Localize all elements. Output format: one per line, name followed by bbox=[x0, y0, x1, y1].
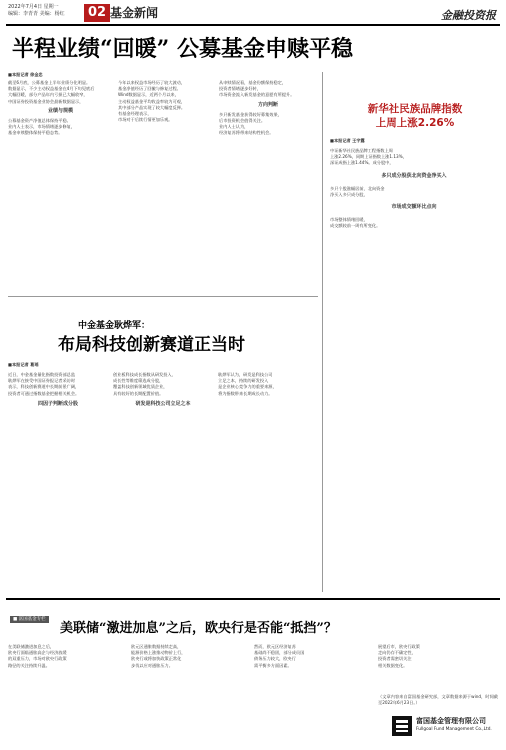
text-line: 投资者可通过指数基金把握相关机会。 bbox=[8, 390, 80, 396]
subhead-direction: 方向判断 bbox=[257, 101, 278, 108]
text-line: 投资者需密切关注 bbox=[378, 656, 412, 662]
text-line: 主动权益基金平均收益率较为可观， bbox=[118, 98, 186, 104]
text-line: 后市投资机会值得关注。 bbox=[219, 117, 266, 123]
text-line: 立足之本，持续的研发投入 bbox=[218, 378, 269, 384]
text-line: 有基金经理表示， bbox=[118, 110, 152, 116]
text-line: 覆盖科技创新领域优质企业， bbox=[113, 384, 168, 390]
text-line: 是企业核心竞争力的重要来源， bbox=[218, 384, 277, 390]
text-line: 市场资金流入新发基金的意愿有所提升。 bbox=[219, 92, 295, 98]
text-line: 近日，中金基金量化指数投资部总监 bbox=[8, 372, 76, 377]
side-byline: ■本报记者 王宇露 bbox=[330, 138, 365, 143]
bottom-column-3 bbox=[254, 644, 372, 744]
text-line: 其中部分产品实现了较大幅度反弹。 bbox=[118, 104, 186, 110]
main-byline: ■本报记者 徐金忠 bbox=[8, 72, 43, 77]
logo-company-name-en: Fullgoal Fund Management Co.,Ltd. bbox=[416, 727, 492, 732]
text-line: 表示，科技创新赛道中长期前景广阔， bbox=[8, 384, 80, 390]
article-footnote: （文章内容来自富国基金研究部，文章数据来源于wind，时间截至2022年6月23日。） bbox=[378, 694, 498, 705]
bottom-column-4 bbox=[378, 644, 498, 692]
second-column-3 bbox=[218, 372, 318, 582]
text-line: 投资者情绪逐步好转， bbox=[219, 86, 261, 92]
bottom-column-2 bbox=[131, 644, 249, 744]
text-line: 成长性等维度筛选成分股， bbox=[113, 378, 164, 384]
text-line: 相关数据变化。 bbox=[378, 662, 408, 668]
text-line: 欧元区通胀数据持续走高， bbox=[131, 644, 182, 649]
bottom-column-1 bbox=[8, 644, 126, 744]
text-line: 基金净值经历了回撤与修复过程。 bbox=[118, 86, 181, 92]
second-column-2 bbox=[113, 372, 213, 582]
logo-company-name: 富国基金管理有限公司 bbox=[416, 717, 486, 725]
column-tag bbox=[10, 605, 49, 624]
text-line: 业内人士表示，市场情绪逐步修复， bbox=[8, 123, 76, 129]
text-line: 欧央行或将加快政策正常化 bbox=[131, 656, 182, 662]
text-line: 耿烨军认为，研发是科技公司 bbox=[218, 372, 273, 377]
main-column-1 bbox=[8, 80, 113, 290]
section-number: 02 bbox=[84, 4, 110, 22]
header-rule bbox=[6, 24, 500, 26]
text-line: 中证新华社民族品牌工程指数上周 bbox=[330, 148, 393, 153]
text-line: 耿烨军在接受中国证券报记者采访时 bbox=[8, 378, 76, 384]
text-line: 今年以来权益市场经历了较大波动， bbox=[118, 80, 186, 85]
text-line: 经济复苏将带来结构性机会。 bbox=[219, 130, 274, 136]
second-byline: ■本报记者 葛瑶 bbox=[8, 362, 39, 367]
text-line: 具有较好的长期配置价值。 bbox=[113, 390, 164, 396]
second-kicker: 中金基金耿烨军： bbox=[78, 321, 151, 331]
text-line: 业内人士认为， bbox=[219, 123, 249, 129]
text-line: 数据显示，不少主动权益基金在4月下旬见底后 bbox=[8, 86, 95, 92]
main-column-2 bbox=[118, 80, 214, 290]
story-divider bbox=[8, 296, 318, 297]
text-line: 的双重压力，市场对欧央行政策 bbox=[8, 656, 67, 662]
text-line: 上涨2.26%，同期上证指数上涨1.13%， bbox=[330, 154, 407, 160]
text-line: 然而，欧元区经济复苏 bbox=[254, 644, 296, 649]
text-line: 能源价格上涨推动物价上行， bbox=[131, 650, 186, 656]
text-line: 从申赎情况看，基金份额保持稳定， bbox=[219, 80, 287, 85]
text-line: 大幅回暖，部分产品年内亏损已大幅收窄， bbox=[8, 92, 88, 98]
text-line: 截至6月底，公募基金上半年业绩分化明显。 bbox=[8, 80, 91, 85]
text-line: 净买入多只成分股， bbox=[330, 191, 368, 197]
text-line: Wind数据显示，近两个月以来， bbox=[118, 92, 179, 98]
text-line: 在美联储激进加息之后， bbox=[8, 644, 55, 649]
fullgoal-logo-icon bbox=[392, 716, 412, 736]
text-line: 展望后市，欧央行政策 bbox=[378, 644, 420, 649]
bottom-rule bbox=[6, 598, 500, 600]
subhead-rnd: 研发是科技公司立足之本 bbox=[135, 400, 191, 407]
side-headline-line-1: 新华社民族品牌指数 bbox=[367, 103, 463, 115]
editors-credit: 编辑：李青青 美编：杨红 bbox=[8, 11, 65, 17]
subhead-turnover: 市场成交额环比点向 bbox=[391, 203, 437, 210]
text-line: 多只个股涨幅居前，北向资金 bbox=[330, 185, 385, 191]
text-line: 市场对于后续行情更加乐观。 bbox=[118, 117, 173, 123]
issue-date: 2022年7月4日 星期一 bbox=[8, 4, 59, 10]
second-column-1 bbox=[8, 372, 108, 582]
text-line: 路径的关注持续升温。 bbox=[8, 662, 50, 668]
column-tag-label: ■ 富国基金专栏 bbox=[10, 616, 49, 623]
text-line: 中国证券投资基金业协会最新数据显示， bbox=[8, 98, 84, 104]
subhead-northbound: 多只成分股获北向资金净买入 bbox=[381, 172, 447, 179]
text-line: 深证成指上涨1.44%。成分股中， bbox=[330, 160, 394, 166]
text-line: 欧央行面临通胀高企与经济放缓 bbox=[8, 650, 67, 656]
text-line: 公募基金资产净值总体保持平稳。 bbox=[8, 117, 71, 123]
side-headline-line-2: 上周上涨2.26% bbox=[375, 117, 455, 129]
side-column bbox=[330, 148, 498, 468]
main-headline: 半程业绩“回暖” 公募基金申赎平稳 bbox=[12, 36, 353, 62]
subhead-performance: 业绩与规模 bbox=[47, 107, 73, 114]
text-line: 成交额较前一周有所变化。 bbox=[330, 223, 381, 229]
text-line: 将为指数带来长期成长动力。 bbox=[218, 390, 273, 396]
main-column-3 bbox=[219, 80, 317, 290]
text-line: 基础尚不稳固，部分成员国 bbox=[254, 650, 305, 656]
newspaper-brand: 金融投资报 bbox=[441, 9, 496, 22]
subhead-four-factor: 四因子判断成分股 bbox=[37, 400, 78, 407]
column-divider bbox=[322, 72, 323, 592]
text-line: 多只新发基金获得较好募集效果， bbox=[219, 111, 282, 117]
text-line: 需平衡多方面因素。 bbox=[254, 662, 292, 668]
text-line: 步伐以应对通胀压力。 bbox=[131, 662, 173, 668]
bottom-headline: 美联储“激进加息”之后，欧央行是否能“抵挡”？ bbox=[60, 621, 337, 636]
text-line: 走向仍存不确定性， bbox=[378, 650, 416, 656]
text-line: 债务压力较大，欧央行 bbox=[254, 656, 296, 662]
text-line: 市场整体情绪回暖， bbox=[330, 216, 368, 222]
text-line: 基金申赎整体保持平稳态势。 bbox=[8, 130, 63, 136]
text-line: 创业板科技成长指数从研发投入、 bbox=[113, 372, 176, 377]
section-title: 基金新闻 bbox=[110, 6, 159, 20]
second-headline: 布局科技创新赛道正当时 bbox=[58, 335, 245, 355]
